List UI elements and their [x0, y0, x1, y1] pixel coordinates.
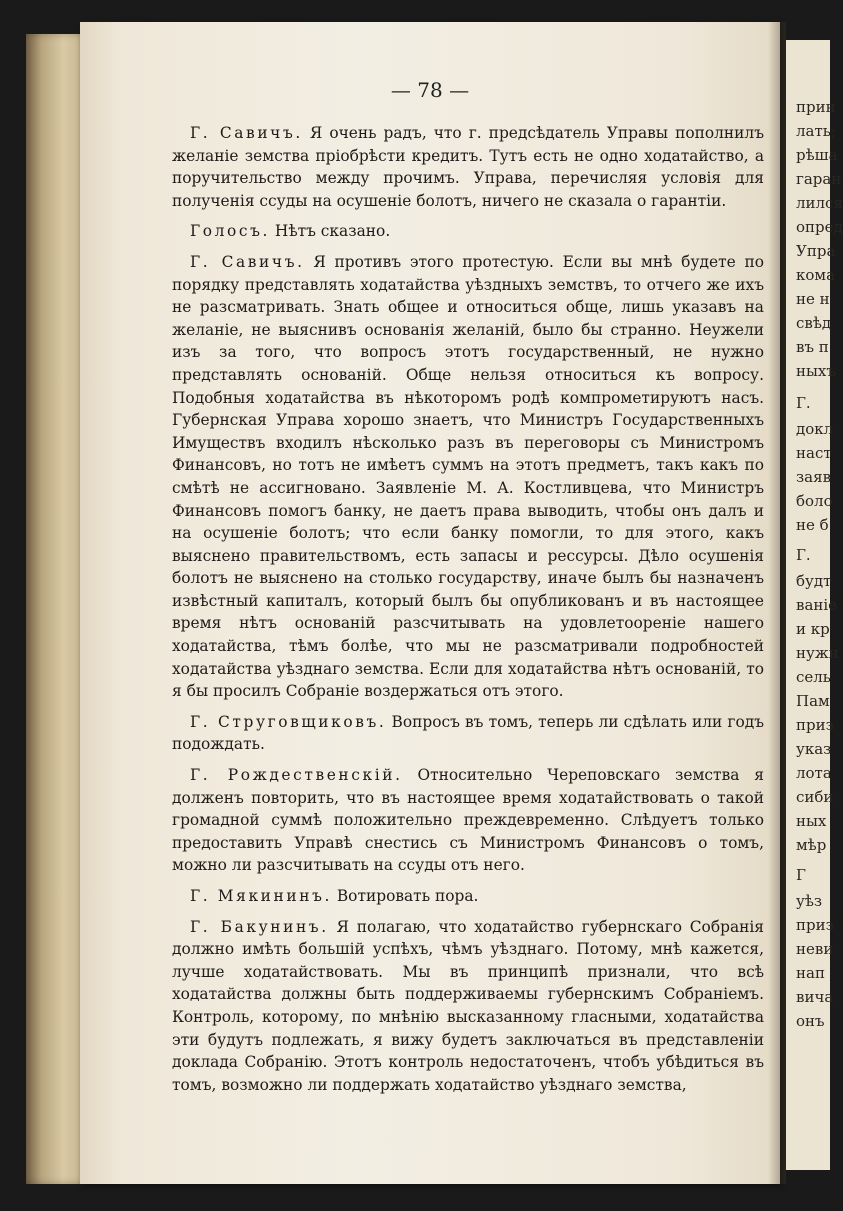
paragraph-savich-1 — [172, 122, 764, 212]
adjacent-page-line: боло — [796, 492, 833, 510]
adjacent-page-line: лота — [796, 764, 832, 782]
page-body — [172, 122, 764, 1096]
adjacent-page-line: рѣша — [796, 146, 838, 164]
speaker-name: Голосъ. — [190, 222, 271, 241]
adjacent-page-line: гаран — [796, 170, 842, 188]
adjacent-page-line: вича — [796, 988, 834, 1006]
speech-text: Нѣтъ сказано. — [270, 222, 391, 241]
adjacent-page-line: Г. — [796, 546, 811, 564]
speech-text: Вопросъ въ томъ, теперь ли сдѣлать или годъ подождать. — [172, 712, 765, 754]
paragraph-savich-2 — [172, 251, 764, 703]
adjacent-page-line: уѣз — [796, 892, 823, 910]
adjacent-page-line: не н — [796, 290, 830, 308]
speech-text: Я противъ этого протестую. Если вы мнѣ будете по порядку представлять ходатайства уѣздныхъ земствъ, то отчего же ихъ не разсматривать. Знать общее и относиться обще, лишь указавъ на желаніе, не выяснивъ основанія желаній, было бы странно. Неужели изъ за того, что вопросъ этотъ государственный, не нужно представлять основаній. Обще нельзя относиться къ вопросу. Подобныя ходатайства въ нѣкоторомъ родѣ компрометируютъ насъ. Губернская Управа хорошо знаетъ, что Министръ Государственныхъ Имуществъ входилъ нѣсколько разъ въ переговоры съ Министромъ Финансовъ, но тотъ не имѣетъ суммъ на этотъ предметъ, такъ какъ по смѣтѣ не ассигновано. Заявленіе М. А. Костливцева, что Министръ Финансовъ помогъ банку, не даетъ права выводить, чтобы онъ далъ и на осушеніе болотъ; что если банку помогли, то для этого, какъ выяснено правительствомъ, есть запасы и рессурсы. Дѣло осушенія болотъ не выяснено на столько государству, иначе былъ бы назначенъ извѣстный капиталъ, который былъ бы опубликованъ и въ настоящее время нѣтъ основаній разсчитывать на удовлетооpеніе нашего ходатайства, тѣмъ болѣе, что мы не разсматривали подробностей ходатайства уѣзднаго земства. Если для ходатайства нѣтъ основаній, то я бы просилъ Собраніе воздержаться отъ этого. — [172, 252, 764, 701]
speaker-name: Г. Струговщиковъ. — [190, 712, 387, 731]
adjacent-page-line: наст — [796, 444, 832, 462]
page-number: — 78 — — [390, 78, 470, 102]
adjacent-page-line: не б — [796, 516, 829, 534]
speaker-name: Г. Бакунинъ. — [190, 917, 329, 936]
speaker-name: Г. Савичъ. — [190, 252, 305, 271]
adjacent-page-line: прин — [796, 98, 836, 116]
adjacent-page-line: ныхъ — [796, 362, 836, 380]
adjacent-page-line: Пам — [796, 692, 830, 710]
adjacent-page-line: нап — [796, 964, 825, 982]
adjacent-page-line: указ — [796, 740, 832, 758]
paragraph-golos — [172, 220, 764, 243]
adjacent-page-line: сиби — [796, 788, 834, 806]
adjacent-page-line: неви — [796, 940, 834, 958]
adjacent-page-line: лился — [796, 194, 843, 212]
speech-text: Вотировать пора. — [331, 887, 479, 905]
paragraph-myakinin — [172, 885, 764, 908]
adjacent-page-line: и кр — [796, 620, 830, 638]
adjacent-page-line: лать; — [796, 122, 836, 140]
paragraph-rozhdestvensky — [172, 764, 764, 877]
page-stack-edge — [26, 34, 88, 1184]
paragraph-bakunin — [172, 916, 764, 1097]
adjacent-page-line: кома — [796, 266, 836, 284]
adjacent-page-line: заяв — [796, 468, 832, 486]
page-gutter-shadow — [768, 22, 786, 1184]
adjacent-page-line: ваніе — [796, 596, 838, 614]
adjacent-page-line: приз — [796, 716, 834, 734]
adjacent-page-line: будт — [796, 572, 832, 590]
speaker-name: Г. Мякининъ. — [190, 887, 332, 905]
adjacent-page-line: ных — [796, 812, 827, 830]
adjacent-page-line: Г — [796, 866, 806, 884]
speech-text: Относительно Череповскаго земства я долженъ повторить, что въ настоящее время ходатайствовать о такой громадной суммѣ положительно преждевременно. Слѣдуетъ только предоставить Управѣ снестись съ Министромъ Финансовъ о томъ, можно ли разсчитывать на ссуды отъ него. — [172, 766, 764, 875]
adjacent-page-line: онъ — [796, 1012, 825, 1030]
speaker-name: Г. Рождественскій. — [190, 766, 403, 785]
paragraph-strugovshchikov — [172, 711, 764, 756]
speech-text: Я полагаю, что ходатайство губернскаго Собранія должно имѣть большій успѣхъ, чѣмъ уѣзднаго. Потому, мнѣ кажется, лучше ходатайствовать. Мы въ принципѣ признали, что всѣ ходатайства должны быть поддерживаемы губернскимъ Собраніемъ. Контроль, которому, по мнѣнію высказанному гласными, ходатайства эти будутъ подлежать, я вижу будетъ заключаться въ представленіи доклада Собранію. Этотъ контроль недостаточенъ, чтобъ убѣдиться въ томъ, возможно ли поддержать ходатайство уѣзднаго земства, — [172, 917, 765, 1094]
adjacent-page-line: въ п — [796, 338, 829, 356]
adjacent-page-line: Упра — [796, 242, 836, 260]
adjacent-page-line: свѣд — [796, 314, 832, 332]
speaker-name: Г. Савичъ. — [190, 124, 303, 142]
adjacent-page-line: Г. — [796, 394, 811, 412]
adjacent-page-line: мѣр — [796, 836, 827, 854]
adjacent-page-line: нужн — [796, 644, 839, 662]
adjacent-page-line: опред — [796, 218, 843, 236]
adjacent-page-line: приз — [796, 916, 834, 934]
adjacent-page-fragment — [786, 40, 843, 1170]
adjacent-page-line: докл — [796, 420, 834, 438]
adjacent-page-line: сель — [796, 668, 831, 686]
speech-text: Я очень радъ, что г. предсѣдатель Управы пополнилъ желаніе земства пріобрѣсти кредитъ. Тутъ есть не одно ходатайство, а поручительство между прочимъ. Управа, перечисляя условія для полученія ссуды на осушеніе болотъ, ничего не сказала о гарантіи. — [172, 124, 764, 210]
